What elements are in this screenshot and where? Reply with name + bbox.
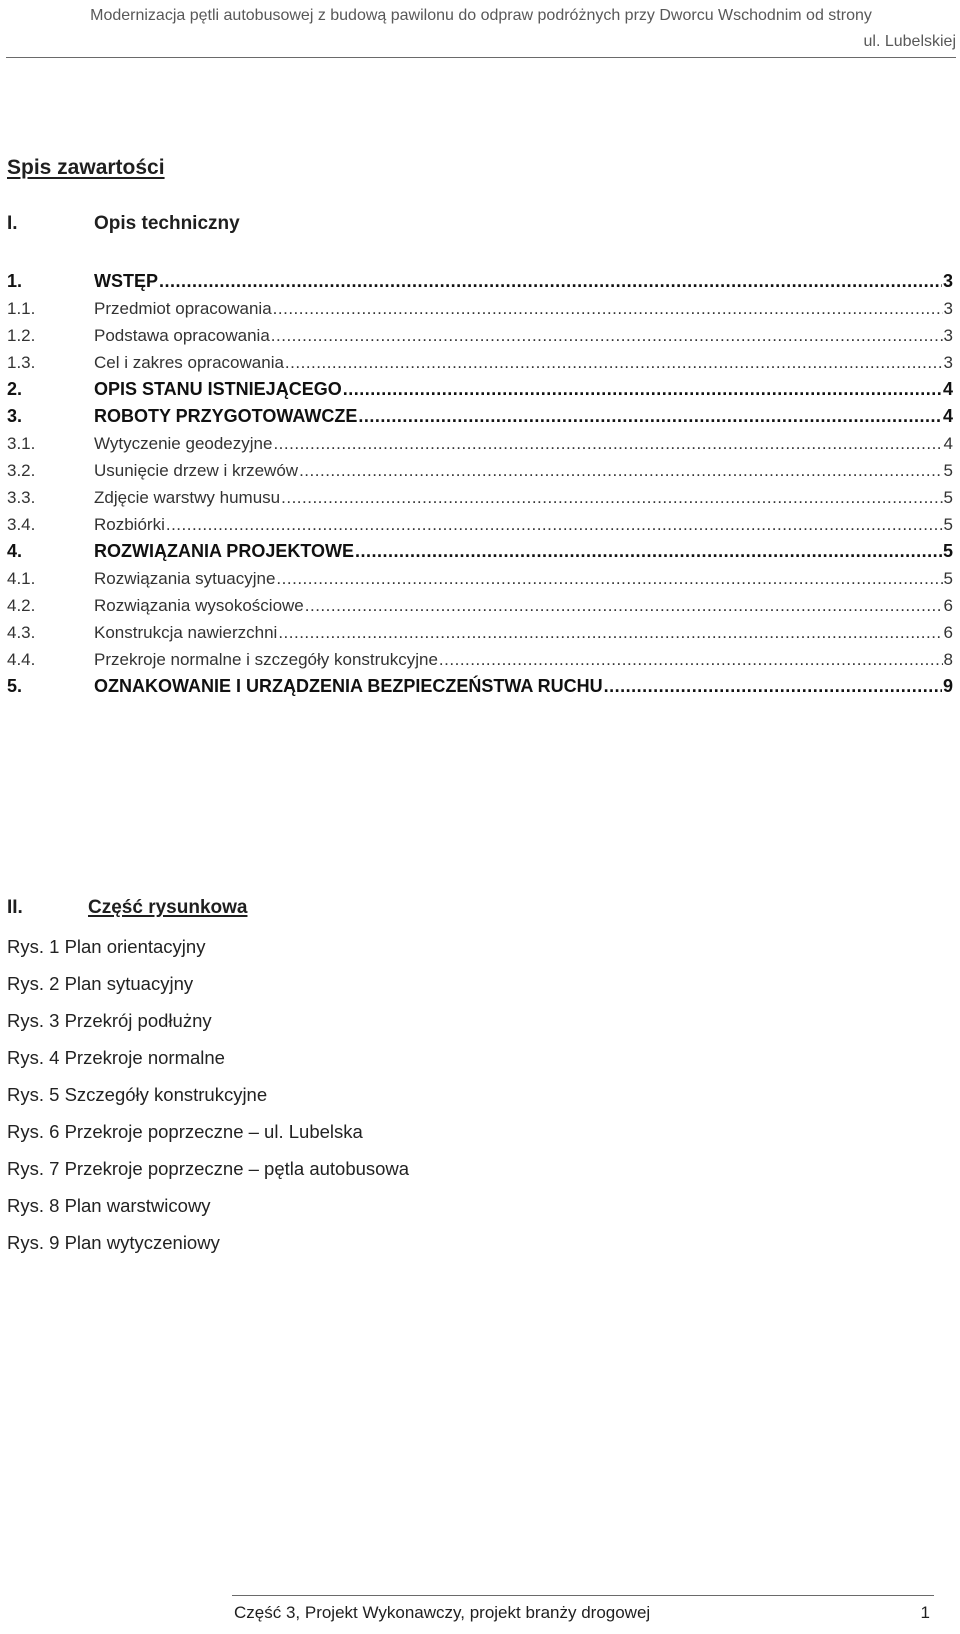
toc-entry-page: 9 bbox=[942, 676, 953, 696]
part-heading-2 bbox=[7, 897, 247, 919]
toc-entry-title: Zdjęcie warstwy humusu bbox=[94, 488, 281, 507]
toc-entry-number: 2. bbox=[7, 379, 23, 399]
toc-dot-leader bbox=[299, 457, 942, 484]
toc-entry-page: 5 bbox=[943, 569, 953, 588]
header-line-2: ul. Lubelskiej bbox=[863, 33, 956, 50]
toc-entry[interactable] bbox=[7, 457, 953, 484]
toc-entry-number: 4. bbox=[7, 541, 23, 561]
page-footer bbox=[234, 1603, 930, 1623]
drawing-item: Rys. 9 Plan wytyczeniowy bbox=[7, 1232, 220, 1253]
part-title: Opis techniczny bbox=[94, 213, 240, 234]
toc-entry-title: ROZWIĄZANIA PROJEKTOWE bbox=[94, 541, 354, 561]
toc-entry[interactable] bbox=[7, 592, 953, 619]
toc-dot-leader bbox=[358, 403, 942, 430]
toc-dot-leader bbox=[355, 538, 942, 565]
toc-entry-page: 3 bbox=[943, 326, 953, 345]
toc-entry-page: 8 bbox=[943, 650, 953, 669]
toc-entry-number: 4.3. bbox=[7, 623, 36, 642]
toc-entry[interactable] bbox=[7, 646, 953, 673]
toc-entry-title: Przekroje normalne i szczegóły konstrukcyjne bbox=[94, 650, 438, 669]
toc-dot-leader bbox=[166, 511, 943, 538]
toc-entry-title: Rozwiązania sytuacyjne bbox=[94, 569, 276, 588]
toc-entry-title: Konstrukcja nawierzchni bbox=[94, 623, 278, 642]
drawing-item: Rys. 1 Plan orientacyjny bbox=[7, 936, 206, 957]
toc-entry-number: 4.4. bbox=[7, 650, 36, 669]
toc-dot-leader bbox=[273, 295, 943, 322]
toc-entry[interactable] bbox=[7, 322, 953, 349]
header-line-1: Modernizacja pętli autobusowej z budową pawilonu do odpraw podróżnych przy Dworcu Wschodnim od strony bbox=[90, 7, 872, 24]
toc-entry-title: Przedmiot opracowania bbox=[94, 299, 272, 318]
toc-dot-leader bbox=[343, 376, 942, 403]
page-header bbox=[0, 0, 960, 55]
page-number: 1 bbox=[920, 1603, 930, 1622]
toc-entry-page: 6 bbox=[943, 623, 953, 642]
toc-entry-page: 5 bbox=[943, 461, 953, 480]
drawing-item: Rys. 7 Przekroje poprzeczne – pętla autobusowa bbox=[7, 1158, 410, 1179]
drawings-list bbox=[7, 928, 907, 1261]
toc-entry[interactable] bbox=[7, 673, 953, 700]
toc-entry-number: 1.2. bbox=[7, 326, 36, 345]
toc-entry-number: 1.3. bbox=[7, 353, 36, 372]
toc-entry-number: 4.2. bbox=[7, 596, 36, 615]
toc-entry-title: Rozwiązania wysokościowe bbox=[94, 596, 304, 615]
drawing-item: Rys. 5 Szczegóły konstrukcyjne bbox=[7, 1084, 268, 1105]
toc-dot-leader bbox=[271, 322, 943, 349]
toc-dot-leader bbox=[604, 673, 942, 700]
toc-entry-title: OPIS STANU ISTNIEJĄCEGO bbox=[94, 379, 342, 399]
toc-entry[interactable] bbox=[7, 511, 953, 538]
toc-entry-page: 3 bbox=[943, 353, 953, 372]
toc-list bbox=[7, 268, 953, 700]
drawing-item: Rys. 2 Plan sytuacyjny bbox=[7, 973, 194, 994]
footer-rule bbox=[232, 1595, 934, 1596]
part-title: Część rysunkowa bbox=[88, 897, 248, 918]
toc-entry-title: Rozbiórki bbox=[94, 515, 165, 534]
part-number: I. bbox=[7, 213, 18, 234]
toc-entry[interactable] bbox=[7, 376, 953, 403]
toc-entry-page: 3 bbox=[942, 271, 953, 291]
toc-entry-number: 5. bbox=[7, 676, 23, 696]
drawing-item: Rys. 3 Przekrój podłużny bbox=[7, 1010, 212, 1031]
toc-entry-number: 1. bbox=[7, 271, 23, 291]
toc-entry-title: Podstawa opracowania bbox=[94, 326, 270, 345]
toc-dot-leader bbox=[285, 349, 943, 376]
toc-entry-page: 5 bbox=[943, 515, 953, 534]
footer-text: Część 3, Projekt Wykonawczy, projekt branży drogowej bbox=[234, 1603, 651, 1622]
part-heading-1 bbox=[7, 213, 240, 235]
toc-dot-leader bbox=[276, 565, 942, 592]
toc-entry-title: WSTĘP bbox=[94, 271, 159, 291]
toc-entry[interactable] bbox=[7, 349, 953, 376]
header-rule bbox=[6, 57, 956, 58]
toc-dot-leader bbox=[305, 592, 943, 619]
drawing-item: Rys. 6 Przekroje poprzeczne – ul. Lubelska bbox=[7, 1121, 363, 1142]
toc-dot-leader bbox=[439, 646, 943, 673]
toc-entry-number: 3.2. bbox=[7, 461, 36, 480]
toc-entry-number: 3. bbox=[7, 406, 23, 426]
toc-entry[interactable] bbox=[7, 403, 953, 430]
toc-entry-title: OZNAKOWANIE I URZĄDZENIA BEZPIECZEŃSTWA RUCHU bbox=[94, 676, 603, 696]
toc-entry[interactable] bbox=[7, 538, 953, 565]
toc-entry-page: 4 bbox=[942, 379, 953, 399]
drawing-item: Rys. 4 Przekroje normalne bbox=[7, 1047, 225, 1068]
toc-entry-number: 3.1. bbox=[7, 434, 36, 453]
toc-dot-leader bbox=[278, 619, 942, 646]
toc-dot-leader bbox=[281, 484, 942, 511]
toc-entry[interactable] bbox=[7, 619, 953, 646]
toc-entry[interactable] bbox=[7, 565, 953, 592]
drawing-item: Rys. 8 Plan warstwicowy bbox=[7, 1195, 211, 1216]
toc-entry-title: Cel i zakres opracowania bbox=[94, 353, 284, 372]
toc-entry-title: ROBOTY PRZYGOTOWAWCZE bbox=[94, 406, 358, 426]
toc-entry-page: 5 bbox=[942, 541, 953, 561]
toc-entry-number: 4.1. bbox=[7, 569, 36, 588]
toc-entry-number: 3.4. bbox=[7, 515, 36, 534]
toc-entry[interactable] bbox=[7, 484, 953, 511]
toc-entry-title: Usunięcie drzew i krzewów bbox=[94, 461, 299, 480]
toc-dot-leader bbox=[159, 268, 942, 295]
toc-entry-number: 1.1. bbox=[7, 299, 36, 318]
toc-entry-number: 3.3. bbox=[7, 488, 36, 507]
toc-entry[interactable] bbox=[7, 295, 953, 322]
toc-title: Spis zawartości bbox=[7, 156, 165, 179]
toc-dot-leader bbox=[273, 430, 942, 457]
toc-entry-page: 4 bbox=[942, 406, 953, 426]
toc-entry-title: Wytyczenie geodezyjne bbox=[94, 434, 273, 453]
toc-entry-page: 6 bbox=[943, 596, 953, 615]
toc-entry-page: 3 bbox=[943, 299, 953, 318]
toc-entry-page: 5 bbox=[943, 488, 953, 507]
part-number: II. bbox=[7, 897, 23, 918]
toc-entry-page: 4 bbox=[943, 434, 953, 453]
toc-entry[interactable] bbox=[7, 430, 953, 457]
toc-entry[interactable] bbox=[7, 268, 953, 295]
